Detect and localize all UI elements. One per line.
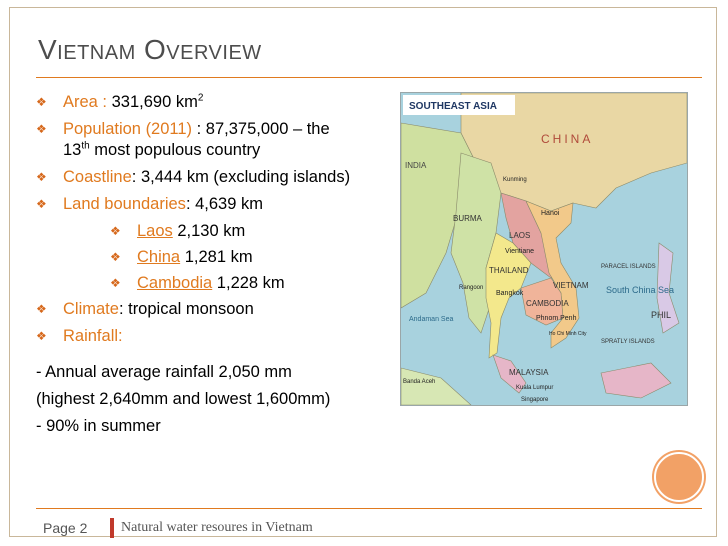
- border-link-laos[interactable]: Laos: [137, 222, 173, 240]
- map-label-phil: PHIL: [651, 310, 672, 320]
- map-label-phnom-penh: Phnom Penh: [536, 315, 577, 322]
- bullet-icon: ❖: [110, 250, 121, 264]
- bullet-icon: ❖: [36, 302, 47, 316]
- map-label-kunming: Kunming: [503, 177, 527, 183]
- map-label-paracel: PARACEL ISLANDS: [601, 264, 656, 270]
- bullet-border-china: ❖ China 1,281 km: [110, 248, 253, 266]
- bullet-rainfall: ❖ Rainfall:: [36, 327, 123, 345]
- bullet-icon: ❖: [36, 95, 47, 109]
- bullet-border-cambodia: ❖ Cambodia 1,228 km: [110, 274, 285, 292]
- bullet-climate: ❖ Climate: tropical monsoon: [36, 300, 254, 318]
- map-label-cambodia: CAMBODIA: [526, 299, 569, 308]
- bullet-icon: ❖: [36, 122, 47, 136]
- border-link-china[interactable]: China: [137, 248, 181, 266]
- decorative-circle: [654, 452, 704, 502]
- map-label-laos: LAOS: [509, 231, 531, 240]
- map-label-vientiane: Vientiane: [505, 248, 535, 255]
- rainfall-line-1: - Annual average rainfall 2,050 mm: [36, 363, 292, 381]
- map-label-india: INDIA: [405, 161, 427, 170]
- map-graphic: [401, 93, 687, 405]
- rainfall-line-3: - 90% in summer: [36, 417, 161, 435]
- map-label-kuala-lumpur: Kuala Lumpur: [516, 385, 554, 391]
- bullet-population: ❖ Population (2011) : 87,375,000 – the 13th most populous country: [36, 120, 330, 159]
- bullet-icon: ❖: [110, 224, 121, 238]
- map-label-vietnam: VIETNAM: [553, 281, 589, 290]
- map-label-singapore: Singapore: [521, 397, 549, 403]
- map-label-burma: BURMA: [453, 214, 482, 223]
- map-label-china: CHINA: [541, 132, 594, 146]
- map-label-hcmc: Ho Chi Minh City: [549, 331, 587, 337]
- southeast-asia-map: [400, 92, 688, 406]
- footer-text: Natural water resoures in Vietnam: [121, 520, 313, 535]
- map-label-bangkok: Bangkok: [496, 290, 524, 297]
- bullet-area: ❖ Area : 331,690 $km^2$: [36, 92, 204, 111]
- bullet-icon: ❖: [36, 170, 47, 184]
- map-label-banda-aceh: Banda Aceh: [403, 379, 436, 385]
- page-number: Page 2: [43, 520, 88, 536]
- bullet-coastline: ❖ Coastline: 3,444 km (excluding islands): [36, 168, 351, 186]
- bullet-border-laos: ❖ Laos 2,130 km: [110, 222, 246, 240]
- bullet-list: [36, 92, 396, 353]
- bullet-icon: ❖: [36, 197, 47, 211]
- map-label-spratly: SPRATLY ISLANDS: [601, 339, 655, 345]
- rainfall-line-2: (highest 2,640mm and lowest 1,600mm): [36, 390, 331, 408]
- map-label-andaman: Andaman Sea: [409, 316, 454, 323]
- slide-title: Vietnam Overview: [38, 34, 262, 65]
- footer-divider: [36, 508, 702, 509]
- map-label-malaysia: MALAYSIA: [509, 368, 549, 377]
- map-label-hanoi: Hanoi: [541, 210, 560, 217]
- map-label-rangoon: Rangoon: [459, 285, 484, 291]
- footer-accent-bar: [110, 518, 114, 538]
- map-label-thailand: THAILAND: [489, 266, 529, 275]
- bullet-icon: ❖: [110, 276, 121, 290]
- map-heading: SOUTHEAST ASIA: [409, 101, 497, 112]
- title-divider: [36, 77, 702, 78]
- bullet-icon: ❖: [36, 329, 47, 343]
- border-link-cambodia[interactable]: Cambodia: [137, 274, 213, 292]
- rainfall-details: [36, 362, 396, 443]
- bullet-land-boundaries: ❖ Land boundaries: 4,639 km: [36, 195, 263, 213]
- map-label-sea: South China Sea: [606, 285, 675, 295]
